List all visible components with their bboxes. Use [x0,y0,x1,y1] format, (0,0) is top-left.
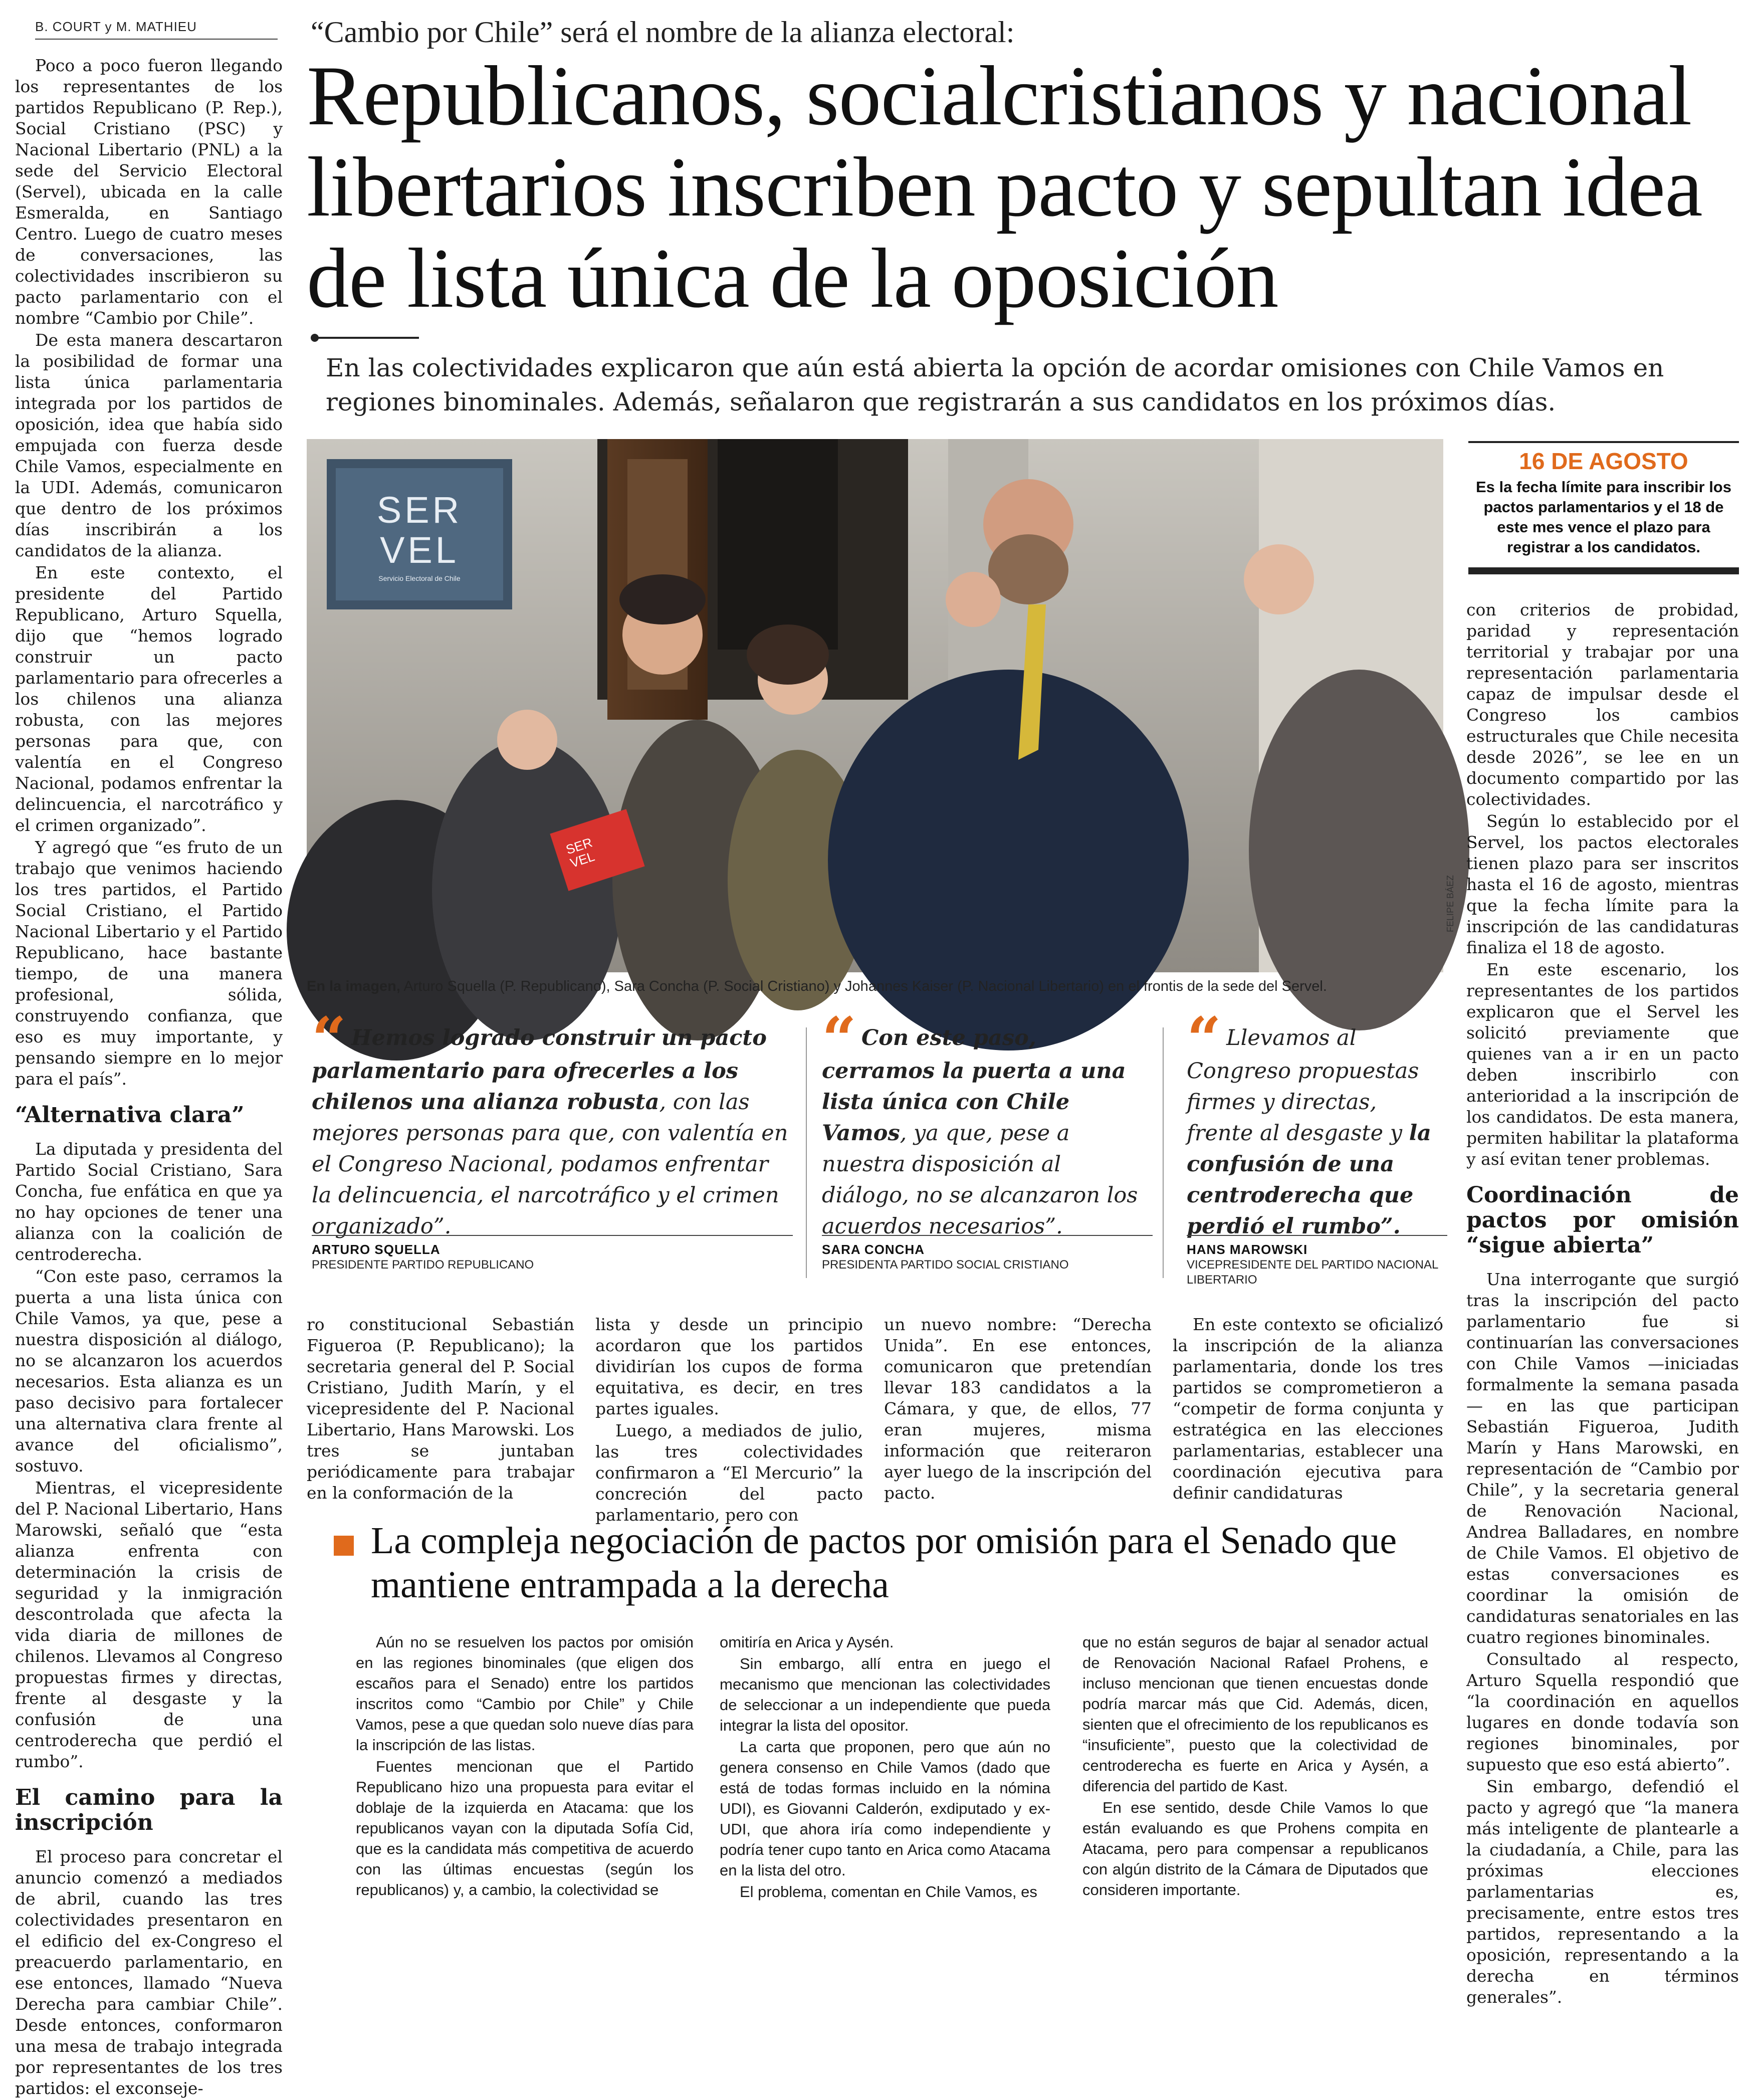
quote-mark-icon: “ [822,1004,857,1075]
paragraph: En este contexto, el presidente del Partido Republicano, Arturo Squella, dijo que “hemos logrado construir un pacto parlamentario para ofrecerles a los chilenos una alianza robusta, con las mejores personas para que, con valentía en el Congreso Nacional, podamos enfrentar la delincuencia, el narcotráfico y el crimen organizado”. [15,563,283,835]
right-column [1466,599,1739,2009]
quote-marowski [1187,1004,1447,1242]
quote-attribution [312,1235,793,1273]
quote-text: , ya que, pese a nuestra disposición al diálogo, no se alcanzaron los acuerdos necesarios”. [822,1121,1138,1239]
paragraph: Aún no se resuelven los pactos por omisión en las regiones binominales (que eligen dos escaños para el Senado) entre los partidos inscritos como “Cambio por Chile” y Chile Vamos, pese a que quedan solo nueve días para la inscripción de las listas. [356,1633,694,1754]
paragraph: “Con este paso, cerramos la puerta a una lista única con Chile Vamos, ya que, pese a nuestra disposición al diálogo, no se alcanzaron los acuerdos necesarios. Esta alianza es un paso decisivo para fortalecer una alternativa clara frente al avance del oficialismo”, sostuvo. [15,1267,283,1476]
quote-text: , con las mejores personas para que, con valentía en el Congreso Nacional, podamos enfrentar la delincuencia, el narcotráfico y el crimen organizado”. [312,1090,788,1239]
paragraph: La diputada y presidenta del Partido Social Cristiano, Sara Concha, fue enfática en que ya no hay opciones de tener una alianza con la coalición de centroderecha. [15,1139,283,1264]
left-column [15,55,283,2100]
quote-squella [312,1004,793,1242]
paragraph: De esta manera descartaron la posibilidad de formar una lista única parlamentaria integrada por los partidos de oposición, idea que había sido empujada con fuerza desde Chile Vamos, especialmente en la UDI. Además, comunicaron que dentro de los próximos días inscribirán a los candidatos de la alianza. [15,330,283,560]
mid-column-2 [595,1314,863,1527]
paragraph: Y agregó que “es fruto de un trabajo que venimos haciendo los tres partidos, el Partido Social Cristiano, el Partido Nacional Libertario y el Partido Republicano, hace bastante tiempo, de una manera profesional, sólida, construyendo confianza, que eso es muy importante, y pensando siempre en lo mejor para el país”. [15,837,283,1089]
quote-bold: Con este paso, cerramos la puerta a una lista única con Chile Vamos [822,1025,1126,1146]
key-date-text: Es la fecha límite para inscribir los pactos parlamentarios y el 18 de este mes vence el plazo para registrar a los candidatos. [1476,478,1731,556]
photo-caption [307,978,1444,995]
headline: Republicanos, socialcristianos y nacional libertarios inscriben pacto y sepultan idea de lista única de la oposición [307,49,1702,325]
paragraph: La carta que proponen, pero que aún no genera consenso en Chile Vamos (dado que está de todas formas incluido en la nómina UDI), es Giovanni Calderón, exdiputado y ex-UDI, que ahora iría como independiente y podría tener cupo tanto en Arica como Atacama en la lista del otro. [720,1738,1050,1879]
paragraph: Sin embargo, allí entra en juego el mecanismo que mencionan las colectividades de seleccionar a un independiente que pueda integrar la lista del opositor. [720,1655,1050,1734]
key-date: 16 DE AGOSTO [1519,448,1688,474]
servel-sign [336,468,503,600]
kicker: “Cambio por Chile” será el nombre de la alianza electoral: [311,16,1015,49]
paragraph: Poco a poco fueron llegando los representantes de los partidos Republicano (P. Rep.), Social Cristiano (PSC) y Nacional Libertario (PNL) a la sede del Servicio Electoral (Servel), ubicada en la calle Esmeralda, en Santiago Centro. Luego de cuatro meses de conversaciones, las colectividades inscribieron su pacto parlamentario con el nombre “Cambio por Chile”. [15,56,283,328]
section-column-2 [720,1632,1050,1903]
quote-bold: la confusión de una centroderecha que perdió el rumbo”. [1187,1121,1431,1239]
headline-rule [314,337,419,339]
quote-separator [1163,1027,1164,1278]
paragraph: Sin embargo, defendió el pacto y agregó que “la manera más inteligente de plantearle a la ciudadanía, a Chile, para las próximas elecciones parlamentarias es, precisamente, entre estos tres partidos, representando a la oposición, representando a la derecha en términos generales”. [1466,1777,1739,2007]
deck: En las colectividades explicaron que aún está abierta la opción de acordar omisiones con Chile Vamos en regiones binominales. Además, señalaron que registrarán a sus candidatos en los próximos días. [326,353,1664,416]
quote-bold: Hemos logrado construir un pacto parlamentario para ofrecerles a los chilenos una alianza robusta [312,1025,767,1115]
paragraph: Una interrogante que surgió tras la inscripción del pacto parlamentario fue si continuarían las conversaciones con Chile Vamos —iniciadas formalmente la semana pasada— en las que participan Sebastián Figueroa, Judith Marín y Hans Marowski, en representación de “Cambio por Chile”, y la secretaria general de Renovación Nacional, Andrea Balladares, en nombre de Chile Vamos. El objetivo de estas conversaciones es coordinar la omisión de candidaturas senatoriales en las cuatro regiones binominales. [1466,1270,1739,1647]
paragraph: un nuevo nombre: “Derecha Unida”. En ese entonces, comunicaron que pretendían llevar 183 candidatos a la Cámara, y que, de ellos, 77 eran mujeres, misma información que reiteraron ayer luego de la inscripción del pacto. [884,1315,1152,1503]
quote-name: SARA CONCHA [822,1242,925,1257]
quote-text: Llevamos al Congreso propuestas firmes y directas, frente al desgaste y [1187,1025,1419,1146]
subheading: Coordinación de pactos por omisión “sigue abierta” [1466,1182,1739,1258]
paragraph: En ese sentido, desde Chile Vamos lo que están evaluando es que Prohens compita en Atacama, pero para compensar a republicanos con algún distrito de la Cámara de Diputados que consideren importante. [1082,1799,1428,1899]
section-headline-text: La compleja negociación de pactos por omisión para el Senado que mantiene entrampada a la derecha [371,1520,1397,1606]
subheading: El camino para la inscripción [15,1785,283,1835]
subheading: “Alternativa clara” [15,1102,245,1128]
mid-column-3 [884,1314,1152,1505]
section-column-1 [356,1632,694,1901]
byline: B. COURT y M. MATHIEU [35,19,278,40]
mid-column-4 [1173,1314,1443,1505]
mid-column-1 [307,1314,574,1505]
paragraph: ro constitucional Sebastián Figueroa (P. Republicano); la secretaria general del P. Social Cristiano, Judith Marín, y el vicepresidente del P. Nacional Libertario, Hans Marowski. Los tres se juntaban periódicamente para trabajar en la conformación de la [307,1315,574,1503]
paragraph: Según lo establecido por el Servel, los pactos electorales tienen plazo para ser inscritos hasta el 16 de agosto, mientras que la fecha límite para la inscripción de las candidaturas finaliza el 18 de agosto. [1466,811,1739,957]
quote-concha [822,1004,1153,1242]
paragraph: que no están seguros de bajar al senador actual de Renovación Nacional Rafael Prohens, e incluso mencionan que tienen encuestas donde podría marcar más que Cid. Además, dicen, sienten que el ofrecimiento de los republicanos es “insuficiente”, puesto que la colectividad de centroderecha es fuerte en Arica y Aysén, a diferencia del partido de Kast. [1082,1633,1428,1795]
paragraph: lista y desde un principio acordaron que los partidos dividirían los cupos de forma equitativa, es decir, en tres partes iguales. [595,1315,863,1418]
photo-credit: FELIPE BÁEZ [1445,875,1455,932]
paragraph: En este escenario, los representantes de los partidos explicaron que el Servel les solicitó previamente que quienes van a ir en un pacto deben inscribirlo con anterioridad a la inscripción de los candidatos. De esta manera, permiten habilitar la plataforma y así evitan tener problemas. [1466,960,1739,1169]
main-photo [307,439,1443,972]
section-headline [341,1519,1468,1607]
quote-role: VICEPRESIDENTE DEL PARTIDO NACIONAL LIBERTARIO [1187,1258,1438,1287]
paragraph: Consultado al respecto, Arturo Squella respondió que “la coordinación en aquellos lugares en donde todavía son regiones binominales, por supuesto que eso está abierto”. [1466,1649,1739,1774]
paragraph: Fuentes mencionan que el Partido Republicano hizo una propuesta para evitar el doblaje de la izquierda en Atacama: que los republicanos vayan con la diputada Sofía Cid, que es la candidata más competitiva de acuerdo con las últimas encuestas (según los republicanos) y, a cambio, la colectividad se [356,1758,694,1899]
quote-attribution [1187,1235,1447,1288]
sign-subtext: Servicio Electoral de Chile [378,574,461,582]
paragraph: omitiría en Arica y Aysén. [720,1633,894,1651]
caption-text: Arturo Squella (P. Republicano), Sara Concha (P. Social Cristiano) y Johannes Kaiser (P. Nacional Libertario) en el frontis de la sede del Servel. [400,978,1327,994]
paragraph: En este contexto se oficializó la inscripción de la alianza parlamentaria, donde los tres partidos se comprometieron a “competir de forma conjunta y estratégica en las elecciones parlamentarias, establecer una coordinación ejecutiva para definir candidaturas [1173,1315,1443,1503]
quote-name: HANS MAROWSKI [1187,1242,1308,1257]
quote-attribution [822,1235,1153,1273]
paragraph: con criterios de probidad, paridad y representación territorial y trabajar por una representación parlamentaria capaz de impulsar desde el Congreso los cambios estructurales que Chile necesita desde 2026”, se lee en un documento compartido por las colectividades. [1466,600,1739,809]
caption-lead: En la imagen, [307,978,400,994]
quote-separator [806,1027,807,1278]
paragraph: El problema, comentan en Chile Vamos, es [740,1883,1037,1901]
quote-name: ARTURO SQUELLA [312,1242,441,1257]
folder-logo: SER VEL [564,834,597,871]
quote-mark-icon: “ [312,1004,347,1075]
quote-mark-icon: “ [1187,1004,1222,1075]
quote-role: PRESIDENTA PARTIDO SOCIAL CRISTIANO [822,1258,1069,1272]
key-date-box [1468,441,1739,574]
quote-role: PRESIDENTE PARTIDO REPUBLICANO [312,1258,534,1272]
paragraph: Luego, a mediados de julio, las tres colectividades confirmaron a “El Mercurio” la concreción del pacto parlamentario, pero con [595,1421,863,1525]
sign-text: VEL [380,529,459,571]
section-column-3 [1082,1632,1428,1901]
paragraph: Mientras, el vicepresidente del P. Nacional Libertario, Hans Marowski, señaló que “esta alianza enfrenta con determinación la crisis de seguridad y la inmigración descontrolada que afecta la vida diaria de millones de chilenos. Llevamos al Congreso propuestas firmes y directas, frente al desgaste y la confusión de una centroderecha que perdió el rumbo”. [15,1478,283,1771]
paragraph: El proceso para concretar el anuncio comenzó a mediados de abril, cuando las tres colectividades presentaron en el edificio del ex-Congreso el preacuerdo parlamentario, en ese entonces, llamado “Nueva Derecha para cambiar Chile”. Desde entonces, conformaron una mesa de trabajo integrada por representantes de los tres partidos: el exconseje- [15,1847,283,2098]
sign-text: SER [376,489,463,531]
